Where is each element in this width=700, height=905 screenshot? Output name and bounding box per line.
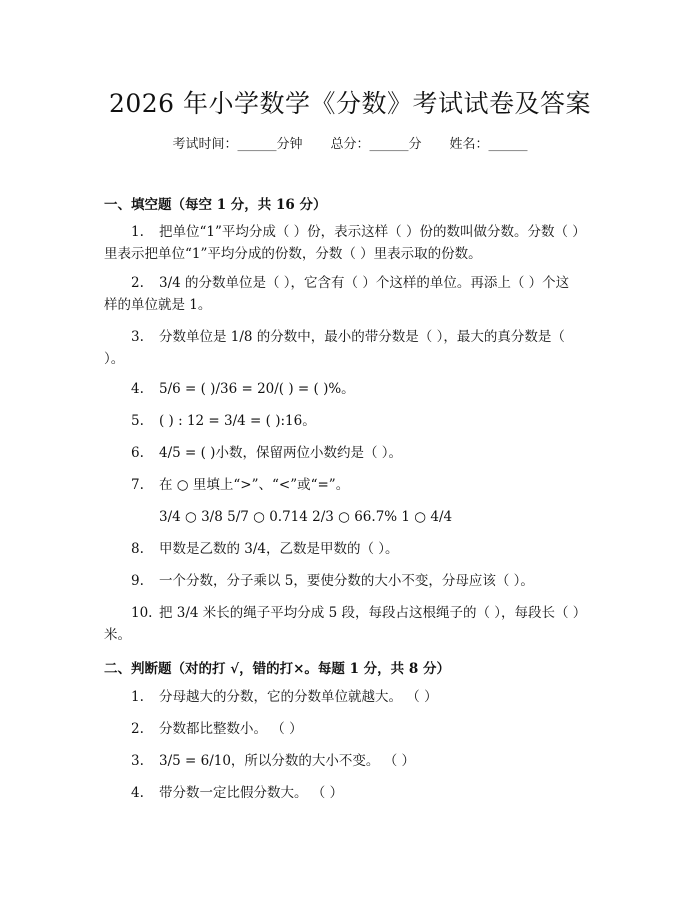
comparison-row [104, 506, 582, 528]
total-score-field: 总分：______分 [330, 137, 422, 152]
question-number: 6. [131, 445, 144, 461]
question-item [104, 272, 582, 316]
question-text: 分母越大的分数，它的分数单位就越大。 （ ） [159, 689, 438, 705]
question-text: 把单位“1”平均分成（ ）份，表示这样（ ）份的数叫做分数。分数（ ）里表示把单位“1”平均分成的份数，分数（ ）里表示取的份数。 [104, 224, 580, 262]
question-text: 4/5 = ( )小数，保留两位小数约是（ ）。 [159, 445, 402, 461]
question-item [104, 410, 582, 432]
question-text: 甲数是乙数的 3/4，乙数是甲数的（ ）。 [159, 541, 399, 557]
question-item [104, 570, 582, 592]
page-title: 2026 年小学数学《分数》考试试卷及答案 [108, 89, 592, 118]
question-number: 3. [131, 329, 144, 345]
question-number: 9. [131, 573, 144, 589]
question-number: 10. [131, 605, 153, 621]
student-name-field: 姓名：______ [449, 137, 528, 152]
question-item [104, 718, 582, 740]
question-item [104, 750, 582, 772]
question-item [104, 378, 582, 400]
section-heading-true-false: 二、判断题（对的打 √，错的打×。每题 1 分，共 8 分） [104, 661, 450, 677]
question-text: 分数单位是 1/8 的分数中，最小的带分数是（ ），最大的真分数是（ ）。 [104, 329, 565, 367]
question-text: ( ) : 12 = 3/4 = ( ):16。 [159, 413, 316, 429]
question-text: 把 3/4 米长的绳子平均分成 5 段，每段占这根绳子的（ ），每段长（ ）米。 [104, 605, 580, 643]
question-number: 4. [131, 785, 144, 801]
question-number: 1. [131, 689, 144, 705]
question-text: 3/5 = 6/10，所以分数的大小不变。 （ ） [159, 753, 416, 769]
section-heading-fill-blank: 一、填空题（每空 1 分，共 16 分） [104, 197, 327, 213]
question-item [104, 782, 582, 804]
question-item [104, 602, 582, 646]
question-item [104, 474, 582, 496]
question-number: 2. [131, 721, 144, 737]
question-number: 7. [131, 477, 144, 493]
question-item [104, 686, 582, 708]
exam-time-field: 考试时间：______分钟 [172, 137, 303, 152]
question-item [104, 442, 582, 464]
question-text: 分数都比整数小。 （ ） [159, 721, 303, 737]
question-number: 5. [131, 413, 144, 429]
question-number: 1. [131, 224, 144, 240]
question-text: 一个分数，分子乘以 5，要使分数的大小不变，分母应该（ ）。 [159, 573, 534, 589]
question-number: 4. [131, 381, 144, 397]
question-text: 带分数一定比假分数大。 （ ） [159, 785, 344, 801]
question-text: 3/4 的分数单位是（ ），它含有（ ）个这样的单位。再添上（ ）个这样的单位就是 1。 [104, 275, 570, 313]
exam-meta [0, 133, 700, 152]
question-number: 2. [131, 275, 144, 291]
question-item [104, 326, 582, 370]
question-number: 3. [131, 753, 144, 769]
question-text: 3/4 ○ 3/8 5/7 ○ 0.714 2/3 ○ 66.7% 1 ○ 4/4 [159, 509, 453, 525]
question-item [104, 538, 582, 560]
question-text: 5/6 = ( )/36 = 20/( ) = ( )%。 [159, 381, 355, 397]
question-text: 在 ○ 里填上“>”、“<”或“=”。 [159, 477, 350, 493]
question-item [104, 221, 582, 265]
question-number: 8. [131, 541, 144, 557]
